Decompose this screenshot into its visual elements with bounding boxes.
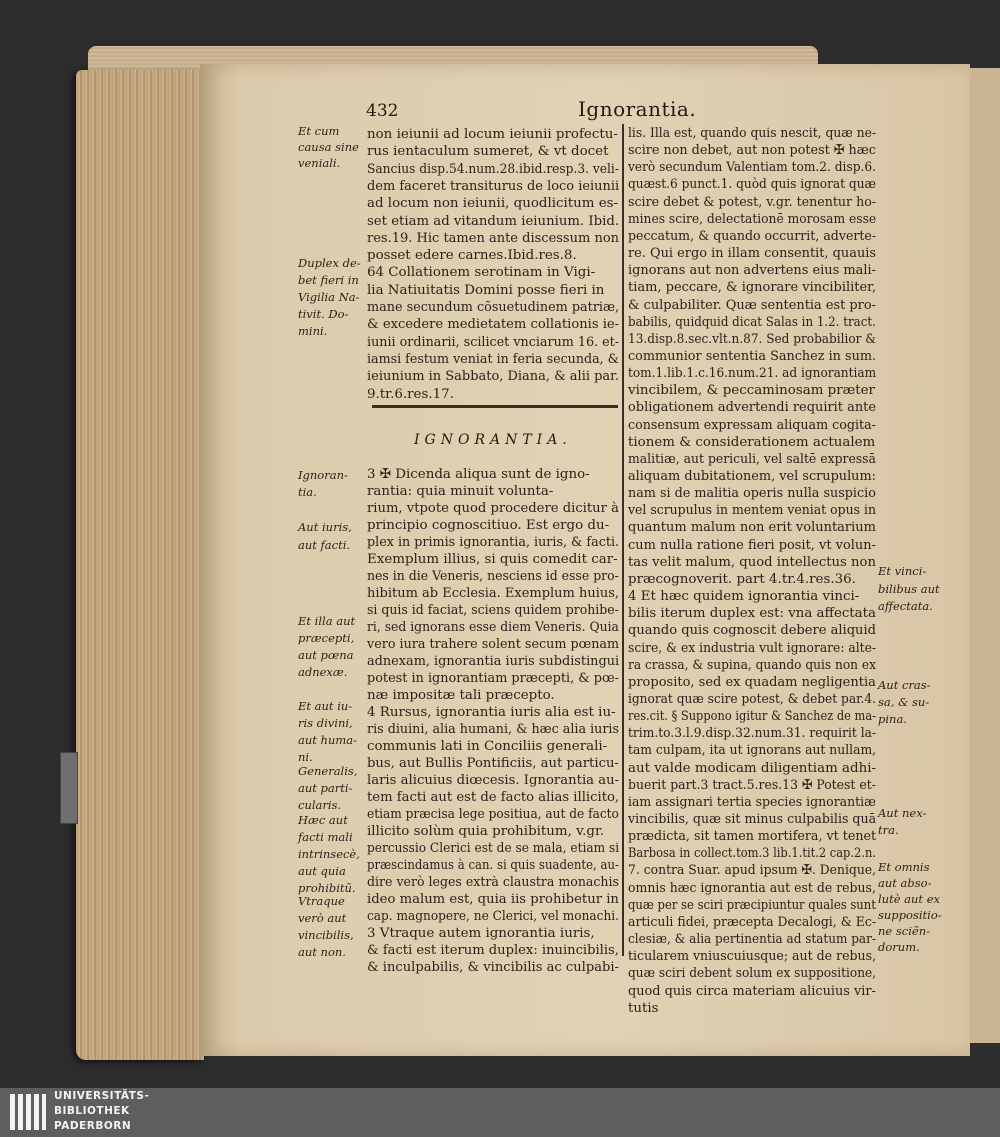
body-text-line: tom.1.lib.1.c.16.num.21. ad ignorantiam	[628, 366, 877, 382]
body-text-line: nes in die Veneris, nesciens id esse pro-	[367, 569, 619, 584]
margin-note: intrinsecè,	[298, 847, 360, 861]
body-text-line: babilis, quidquid dicat Salas in 1.2. tract.	[628, 314, 876, 330]
body-text-line: tionem & considerationem actualem	[628, 434, 876, 450]
body-text-line: potest in ignorantiam præcepti, & pœ-	[367, 671, 619, 686]
library-logo-icon	[8, 1090, 48, 1134]
body-text-line: quod quis circa materiam alicuius vir-	[628, 983, 876, 999]
margin-note: suppositio-	[878, 908, 942, 922]
margin-note: affectata.	[878, 599, 933, 613]
body-text-line: Barbosa in collect.tom.3 lib.1.tit.2 cap.2.n.	[628, 846, 876, 862]
margin-note: mini.	[298, 324, 328, 338]
body-text-line: res.19. Hic tamen ante discessum non	[367, 230, 620, 246]
body-text-line: ri, sed ignorans esse diem Veneris. Quia	[367, 620, 619, 635]
body-text-line: cum nulla ratione fieri posit, vt volun-	[628, 537, 876, 553]
margin-note: bilibus aut	[878, 582, 940, 596]
body-text-line: tam culpam, ita ut ignorans aut nullam,	[628, 743, 877, 759]
body-text-line: vincibilem, & peccaminosam præter	[628, 383, 875, 399]
margin-note: Et aut iu-	[298, 699, 353, 713]
body-text-line: ticularem vniuscuiusque; aut de rebus,	[628, 949, 877, 965]
library-name-line2: BIBLIOTHEK	[54, 1105, 130, 1117]
body-text-line: 13.disp.8.sec.vlt.n.87. Sed probabilior &	[628, 331, 877, 347]
body-text-line: Exemplum illius, si quis comedit car-	[367, 552, 618, 567]
body-text-line: tutis	[628, 1000, 659, 1016]
margin-note: ni.	[298, 750, 313, 764]
body-text-line: prædicta, sit tamen mortifera, vt tenet	[628, 829, 877, 845]
body-text-line: mines scire, delectationē morosam esse	[628, 211, 877, 227]
running-head: Ignorantia.	[578, 97, 697, 121]
margin-note: Et cum	[298, 124, 340, 138]
margin-note: præcepti,	[298, 631, 355, 645]
body-text-line: ris diuini, alia humani, & hæc alia iuris	[367, 722, 619, 737]
body-text-line: articuli fidei, præcepta Decalogi, & Ec-	[628, 914, 877, 930]
body-text-line: lis. Illa est, quando quis nescit, quæ ne-	[628, 126, 877, 141]
body-text-line: proposito, sed ex quadam negligentia	[628, 674, 876, 690]
margin-note: facti mali	[298, 830, 353, 844]
body-text-line: rantia: quia minuit volunta-	[367, 484, 554, 499]
margin-note: aut pœna	[298, 648, 354, 662]
body-text-line: 9.tr.6.res.17.	[367, 386, 454, 402]
body-text-line: dire verò leges extrà claustra monachis	[367, 875, 619, 890]
margin-note: aut non.	[298, 945, 346, 959]
body-text-line: rium, vtpote quod procedere dicitur à	[367, 501, 619, 516]
margin-note: Aut cras-	[878, 678, 931, 692]
margin-note: cularis.	[298, 798, 342, 812]
body-text-line: scire debet & potest, v.gr. tenentur ho-	[628, 194, 877, 210]
margin-note: Et omnis	[878, 860, 930, 874]
margin-note: veniali.	[298, 156, 341, 170]
body-text-line: 64 Collationem serotinam in Vigi-	[367, 265, 596, 281]
margin-note: Hæc aut	[298, 813, 348, 827]
margin-note: aut facti.	[298, 538, 351, 552]
body-text-line: omnis hæc ignorantia aut est de rebus,	[628, 880, 876, 896]
body-text-line: dem faceret transiturus de loco ieiunii	[367, 178, 620, 194]
margin-note: aut huma-	[298, 733, 357, 747]
body-text-line: quantum malum non erit voluntarium	[628, 520, 876, 536]
body-text-line: 7. contra Suar. apud ipsum ✠. Denique,	[628, 863, 877, 879]
body-text-line: tem facti aut est de facto alias illicito,	[367, 790, 620, 805]
body-text-line: peccatum, & quando occurrit, adverte-	[628, 228, 877, 244]
margin-note: aut abso-	[878, 876, 932, 890]
body-text-line: adnexam, ignorantia iuris subdistingui	[367, 654, 620, 669]
body-text-line: præcognoverit. part 4.tr.4.res.36.	[628, 571, 856, 587]
body-text-line: verò secundum Valentiam tom.2. disp.6.	[628, 160, 877, 176]
body-text-line: & culpabiliter. Quæ sententia est pro-	[628, 297, 877, 313]
body-text-line: bus, aut Bullis Pontificiis, aut particu-	[367, 756, 619, 771]
body-text-line: malitiæ, aut periculi, vel saltē expressā	[628, 451, 876, 467]
body-text-line: & inculpabilis, & vincibilis ac culpabi-	[367, 960, 619, 975]
margin-note: Et illa aut	[298, 614, 356, 628]
body-text-line: communis lati in Conciliis generali-	[367, 739, 608, 754]
body-text-line: si quis id faciat, sciens quidem prohibe-	[367, 603, 619, 618]
body-text-line: plex in primis ignorantia, iuris, & facti.	[367, 535, 620, 550]
body-text-line: percussio Clerici est de se mala, etiam si	[367, 841, 620, 856]
body-text-line: laris alicuius diœcesis. Ignorantia au-	[367, 773, 620, 788]
body-text-line: præscindamus à can. si quis suadente, au-	[367, 858, 619, 873]
body-text-line: ignorans aut non advertens eius mali-	[628, 263, 877, 279]
book-page-edges	[76, 70, 204, 1060]
body-text-line: & facti est iterum duplex: inuincibilis,	[367, 943, 619, 958]
margin-note: Vigilia Na-	[298, 290, 360, 304]
body-text-line: 3 Vtraque autem ignorantia iuris,	[367, 926, 595, 941]
body-text-line: 4 Rursus, ignorantia iuris alia est iu-	[367, 705, 616, 720]
body-text-line: rus ientaculum sumeret, & vt docet	[367, 144, 609, 160]
margin-note: Et vinci-	[878, 564, 927, 578]
body-text-line: aut valde modicam diligentiam adhi-	[628, 760, 877, 776]
body-text-line: aliquam dubitationem, vel scrupulum:	[628, 469, 876, 484]
body-text-line: tiam, peccare, & ignorare vincibiliter,	[628, 280, 877, 296]
book-clasp	[60, 752, 78, 824]
margin-note: bet fieri in	[298, 273, 359, 287]
library-footer	[0, 1088, 1000, 1137]
margin-note: ris divini,	[298, 716, 353, 730]
margin-note: Vtraque	[298, 894, 345, 908]
body-text-line: principio cognoscitiuo. Est ergo du-	[367, 518, 610, 533]
body-text-line: iam assignari tertia species ignorantiæ	[628, 794, 876, 810]
margin-note: lutè aut ex	[878, 892, 940, 906]
body-text-line: ideo malum est, quia iis prohibetur in	[367, 892, 619, 907]
margin-note: tia.	[298, 485, 317, 499]
body-text-line: non ieiunii ad locum ieiunii profectu-	[367, 127, 618, 142]
body-text-line: illicito solùm quia prohibitum, v.gr.	[367, 824, 605, 839]
body-text-line: clesiæ, & alia pertinentia ad statum par-	[628, 932, 876, 948]
body-text-line: quæ per se sciri præcipiuntur quales sunt	[628, 897, 876, 913]
body-text-line: iunii ordinarii, scilicet vnciarum 16. et-	[367, 334, 620, 350]
body-text-line: 4 Et hæc quidem ignorantia vinci-	[628, 589, 860, 605]
body-text-line: res.cit. § Suppono igitur & Sanchez de ma-	[628, 709, 877, 725]
margin-note: dorum.	[878, 940, 920, 954]
body-text-line: & excedere medietatem collationis ie-	[367, 317, 620, 333]
margin-note: causa sine	[298, 140, 359, 154]
body-text-line: ieiunium in Sabbato, Diana, & alii par.	[367, 369, 620, 385]
body-text-line: quando quis cognoscit debere aliquid	[628, 623, 876, 639]
body-text-line: vel scrupulus in mentem veniat opus in	[628, 503, 876, 519]
body-text-line: trim.to.3.l.9.disp.32.num.31. requirit la-	[628, 726, 877, 742]
body-text-line: iamsi festum veniat in feria secunda, &	[367, 351, 619, 367]
page-number: 432	[366, 101, 399, 121]
body-text-line: quæst.6 punct.1. quòd quis ignorat quæ	[628, 177, 876, 193]
body-text-line: posset edere carnes.Ibid.res.8.	[367, 248, 577, 264]
margin-note: tra.	[878, 823, 899, 837]
section-heading: IGNORANTIA.	[414, 432, 572, 448]
margin-note: aut parti-	[298, 781, 353, 795]
body-text-line: ad locum non ieiunii, quodlicitum es-	[367, 196, 619, 212]
margin-note: prohibitũ.	[298, 881, 356, 895]
body-text-line: Sancius disp.54.num.28.ibid.resp.3. veli-	[367, 161, 619, 177]
body-text-line: ra crassa, & supina, quando quis non ex	[628, 657, 876, 673]
section-rule	[372, 405, 618, 408]
body-text-line: set etiam ad vitandum ieiunium. Ibid.	[367, 213, 620, 229]
body-text-line: nam si de malitia operis nulla suspicio	[628, 486, 876, 502]
body-text-line: cap. magnopere, ne Clerici, vel monachi.	[367, 909, 619, 924]
body-text-line: consensum expressam aliquam cogita-	[628, 417, 876, 433]
margin-note: Ignoran-	[298, 468, 348, 482]
margin-note: Generalis,	[298, 764, 358, 778]
margin-note: pina.	[878, 712, 907, 726]
body-text-line: tas velit malum, quod intellectus non	[628, 554, 876, 570]
body-text-line: lia Natiuitatis Domini posse fieri in	[367, 282, 605, 298]
body-text-line: obligationem advertendi requirit ante	[628, 400, 877, 416]
margin-note: vincibilis,	[298, 928, 354, 942]
body-text-line: 3 ✠ Dicenda aliqua sunt de igno-	[367, 467, 590, 482]
body-text-line: bilis iterum duplex est: vna affectata	[628, 606, 876, 622]
body-text-line: re. Qui ergo in illam consentit, quauis	[628, 246, 877, 262]
body-text-line: scire non debet, aut non potest ✠ hæc	[628, 143, 876, 159]
library-name-line3: PADERBORN	[54, 1120, 132, 1132]
margin-note: Duplex de-	[298, 256, 361, 270]
margin-note: aut quia	[298, 864, 346, 878]
margin-note: adnexæ.	[298, 665, 348, 679]
body-text-line: ignorat quæ scire potest, & debet par.4.	[628, 691, 877, 707]
body-text-line: vincibilis, quæ sit minus culpabilis quā	[628, 812, 877, 827]
column-rule	[622, 124, 624, 956]
body-text-line: vero iura trahere solent secum pœnam	[367, 637, 620, 652]
body-text-line: mane secundum cõsuetudinem patriæ,	[367, 300, 620, 315]
body-text-line: næ impositæ tali præcepto.	[367, 688, 555, 703]
body-text-line: communior sententia Sanchez in sum.	[628, 348, 877, 364]
body-text-line: etiam præcisa lege positiua, aut de facto	[367, 807, 619, 822]
margin-note: sa, & su-	[878, 695, 930, 709]
body-text-line: buerit part.3 tract.5.res.13 ✠ Potest et-	[628, 777, 876, 793]
facing-page-edge	[968, 68, 1000, 1043]
body-text-line: scire, & ex industria vult ignorare: alte-	[628, 640, 877, 656]
margin-note: tivit. Do-	[298, 307, 349, 321]
margin-note: ne sciẽn-	[878, 924, 930, 938]
margin-note: Aut iuris,	[298, 520, 352, 534]
margin-note: Aut nex-	[878, 806, 927, 820]
margin-note: verò aut	[298, 911, 347, 925]
body-text-line: hibitum ab Ecclesia. Exemplum huius,	[367, 586, 620, 601]
body-text-line: quæ sciri debent solum ex suppositione,	[628, 966, 877, 982]
library-name-line1: UNIVERSITÄTS-	[54, 1090, 150, 1102]
